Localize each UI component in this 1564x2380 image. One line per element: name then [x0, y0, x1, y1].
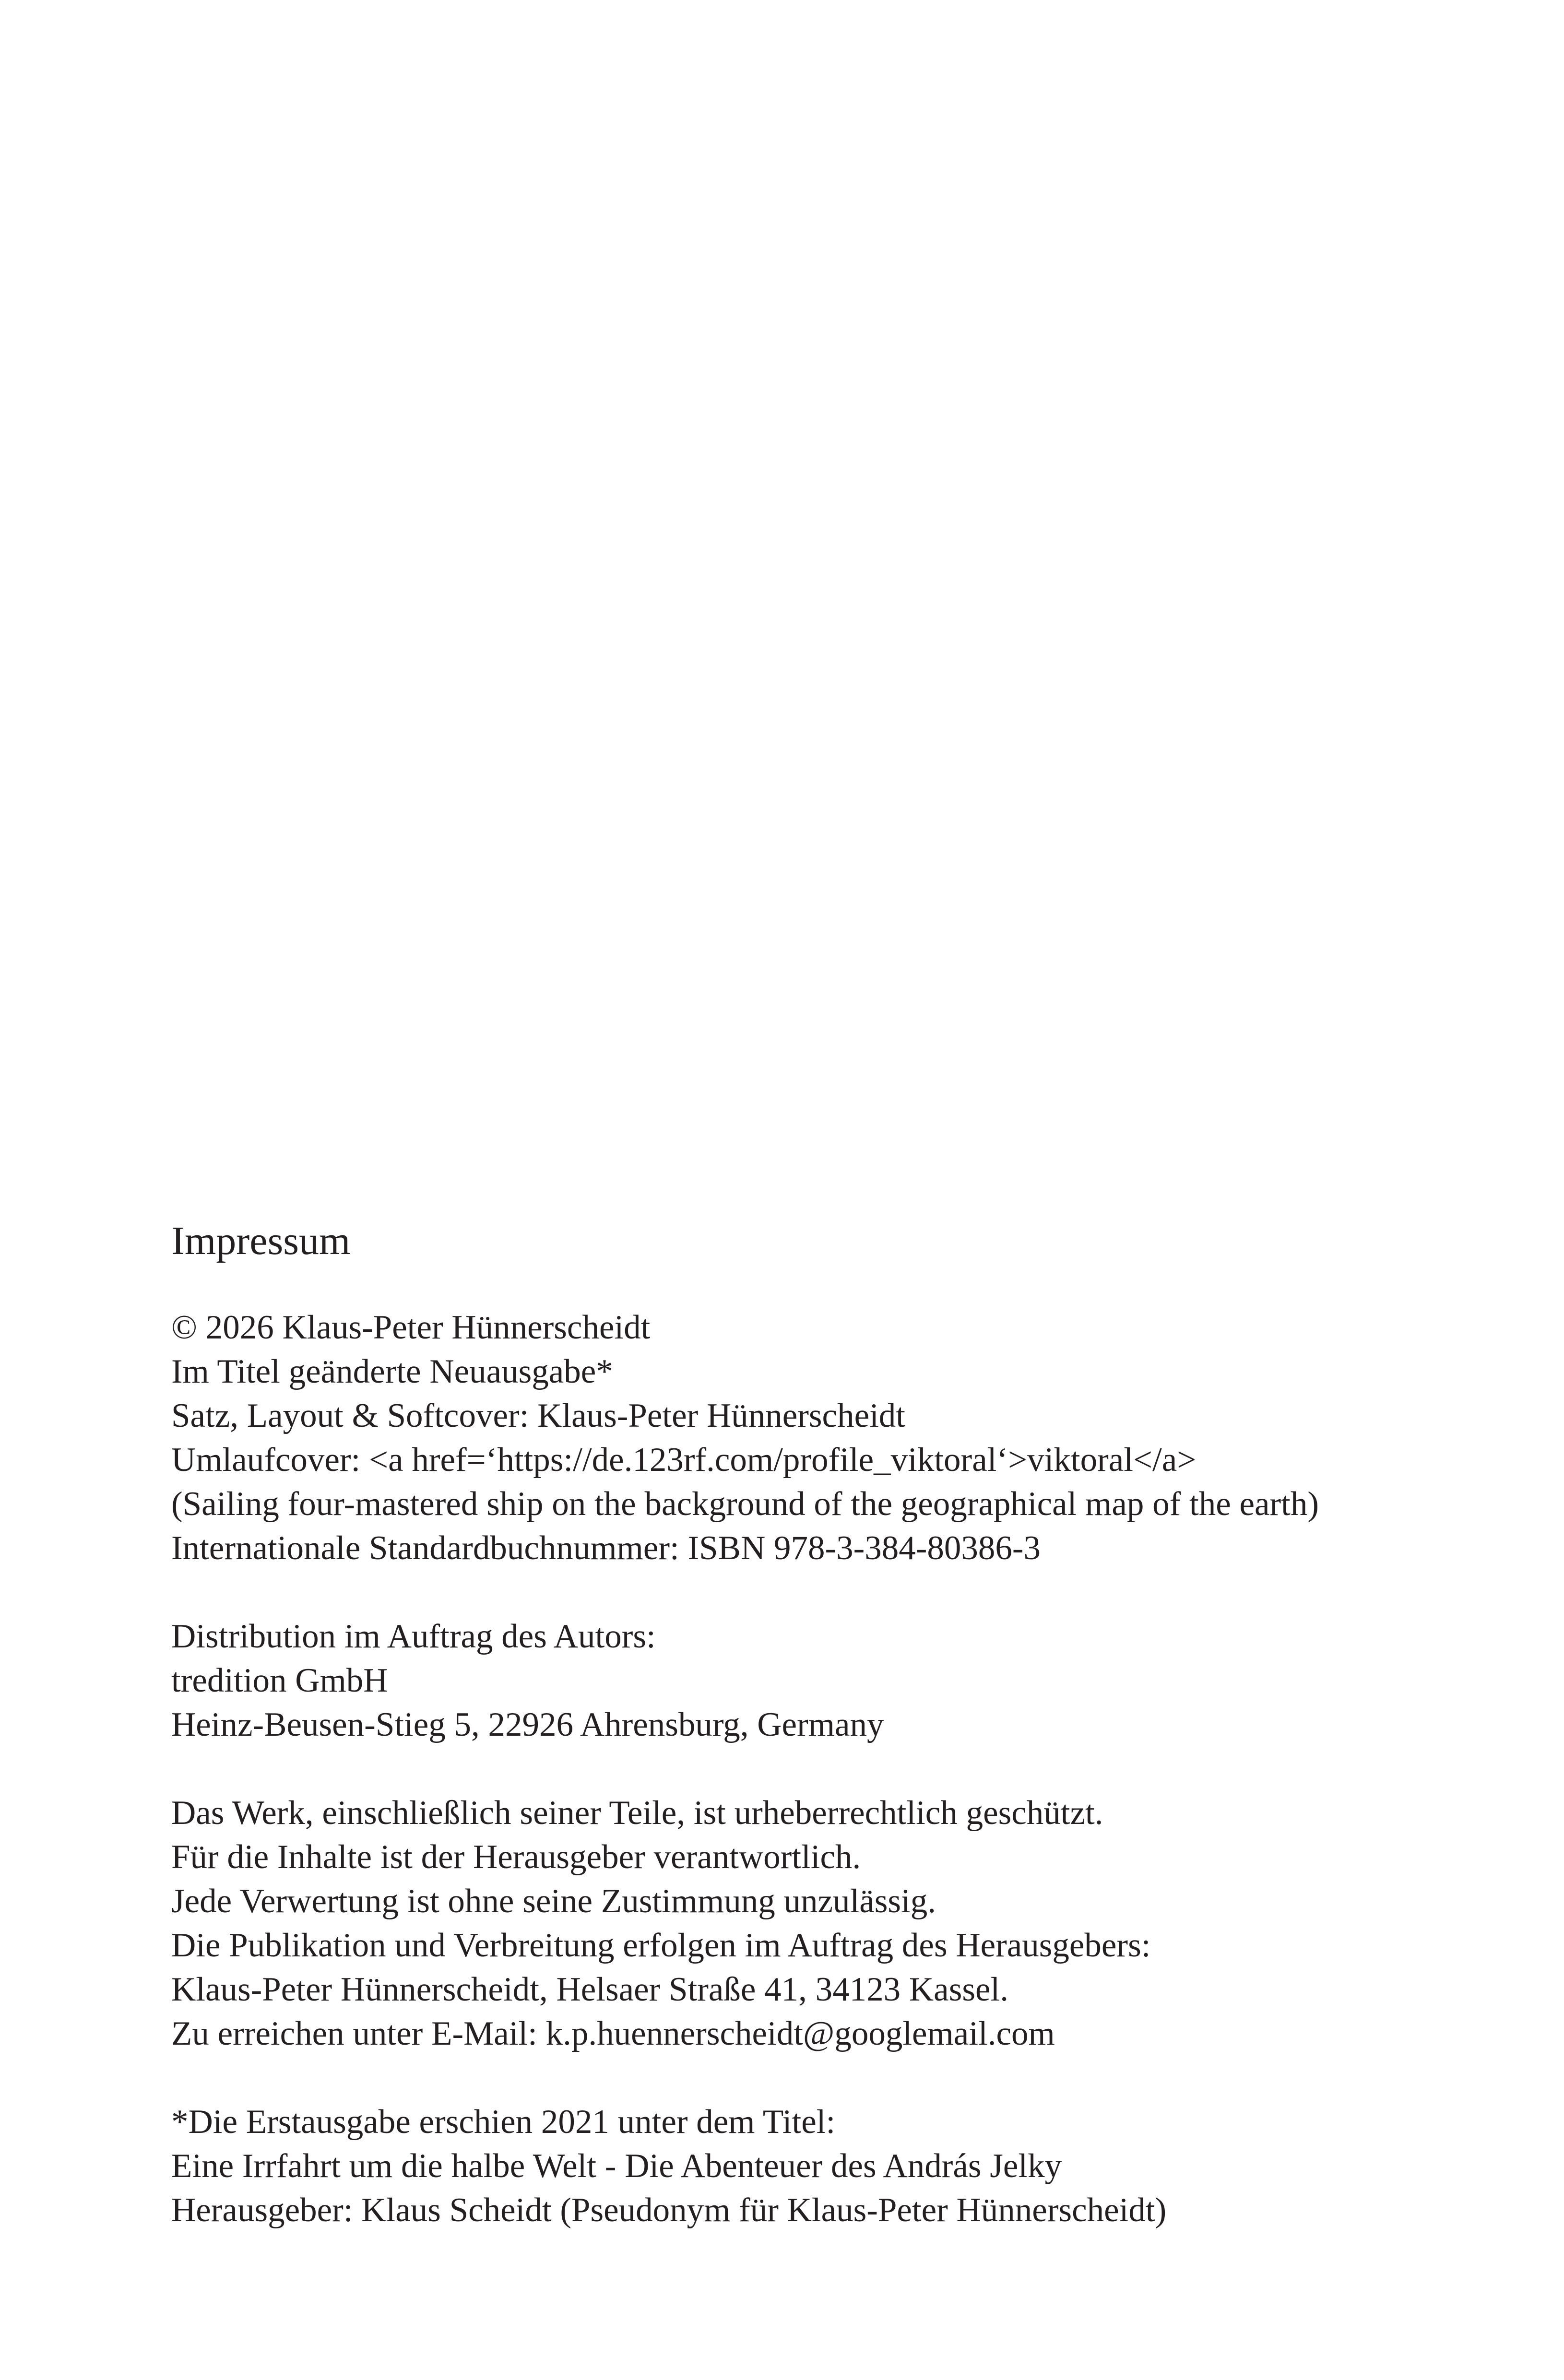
distributor-address-line: Heinz-Beusen-Stieg 5, 22926 Ahrensburg, Germany [171, 1706, 884, 1743]
publication-details-block [171, 1305, 1419, 1570]
distributor-name-line: tredition GmbH [171, 1662, 388, 1699]
responsibility-line: Für die Inhalte ist der Herausgeber verantwortlich. [171, 1838, 861, 1876]
publisher-commission-line: Die Publikation und Verbreitung erfolgen im Auftrag des Herausgebers: [171, 1927, 1151, 1964]
first-edition-line: *Die Erstausgabe erschien 2021 unter dem Titel: [171, 2103, 836, 2141]
contact-email-line: Zu erreichen unter E-Mail: k.p.huennerscheidt@googlemail.com [171, 2015, 1055, 2052]
cover-credit-line: Umlaufcover: <a href=‘https://de.123rf.com/profile_viktoral‘>viktoral</a> [171, 1441, 1197, 1479]
publisher-address-line: Klaus-Peter Hünnerscheidt, Helsaer Straße 41, 34123 Kassel. [171, 1971, 1008, 2008]
layout-credit-line: Satz, Layout & Softcover: Klaus-Peter Hünnerscheidt [171, 1397, 906, 1434]
distribution-label-line: Distribution im Auftrag des Autors: [171, 1618, 656, 1655]
copyright-protection-line: Das Werk, einschließlich seiner Teile, ist urheberrechtlich geschützt. [171, 1794, 1103, 1832]
isbn-line: Internationale Standardbuchnummer: ISBN 978-3-384-80386-3 [171, 1529, 1041, 1567]
copyright-line: © 2026 Klaus-Peter Hünnerscheidt [171, 1309, 651, 1346]
imprint-section [171, 1217, 1419, 2276]
first-edition-block [171, 2100, 1419, 2232]
edition-note-line: Im Titel geänderte Neuausgabe* [171, 1353, 613, 1390]
cover-description-line: (Sailing four-mastered ship on the background of the geographical map of the earth) [171, 1485, 1319, 1523]
first-edition-editor-line: Herausgeber: Klaus Scheidt (Pseudonym für Klaus-Peter Hünnerscheidt) [171, 2191, 1167, 2229]
usage-restriction-line: Jede Verwertung ist ohne seine Zustimmung unzulässig. [171, 1883, 936, 1920]
imprint-title: Impressum [171, 1219, 351, 1263]
first-edition-title-line: Eine Irrfahrt um die halbe Welt - Die Abenteuer des András Jelky [171, 2147, 1062, 2185]
distribution-block [171, 1614, 1419, 1747]
rights-block [171, 1791, 1419, 2056]
